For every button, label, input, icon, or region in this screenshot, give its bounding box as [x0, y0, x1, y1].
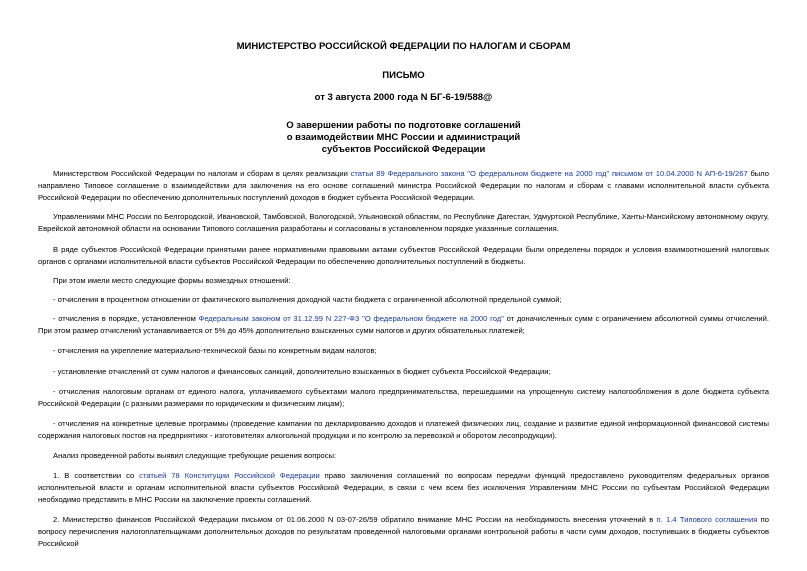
ministry-heading: МИНИСТЕРСТВО РОССИЙСКОЙ ФЕДЕРАЦИИ ПО НАЛОГАМ И СБОРАМ: [236, 41, 571, 52]
paragraph-2: [38, 211, 769, 235]
link-typical-agreement-1-4[interactable]: п. 1.4 Типового соглашения: [656, 515, 758, 524]
document-date-number: от 3 августа 2000 года N БГ-6-19/588@: [314, 92, 493, 103]
paragraph-4: [38, 275, 769, 287]
paragraph-5: [38, 294, 769, 306]
paragraph-13-text-b: по вопросу перечисления налогоплательщиками дополнительных доходов по результатам проведенной налоговыми органами контрольной работы в части сумм доходов, поступивших в бюджеты субъектов Российской: [38, 515, 769, 549]
paragraph-2-text: Управлениями МНС России по Белгородской, Ивановской, Тамбовской, Вологодской, Ульяновской областям, по Республике Дагестан, Удмуртской Республике, Ханты-Мансийскому автономному округу, Еврейской автономной области на основании Типового соглашения разработаны и согласованы в установленном порядке указанные соглашения.: [38, 212, 769, 234]
paragraph-12-text-b: право заключения соглашений по вопросам передачи функций предоставлено руководителям федеральных органов исполнительной власти и органам исполнительной власти субъектов Российской Федерации, в связи с чем всем без исключения Управлениям МНС России по субъектам Российской Федерации необходимо представить в МНС России на заключение проекты соглашений.: [38, 471, 769, 505]
title-line-2: о взаимодействии МНС России и администраций: [286, 132, 521, 143]
link-letter-ap-6-19-267[interactable]: письмом от 10.04.2000 N АП-6-19/267: [611, 169, 748, 178]
paragraph-7: [38, 345, 769, 357]
paragraph-9: [38, 386, 769, 410]
paragraph-1-text-b: было направлено Типовое соглашение о взаимодействии для заключения на его основе соглашений министра Российской Федерации по налогам и сборам с главами исполнительной власти субъекта Российской Федерации по обеспечению дополнительных поступлений доходов в бюджет субъекта Российской Федерации.: [38, 169, 769, 203]
link-article-89[interactable]: статьи 89 Федерального закона "О федеральном бюджете на 2000 год": [350, 169, 610, 178]
paragraph-6-text-a: - отчисления в порядке, установленном: [53, 314, 199, 323]
paragraph-13: [38, 514, 769, 551]
paragraph-12-text-a: 1. В соответствии со: [53, 471, 140, 480]
paragraph-12: [38, 470, 769, 507]
paragraph-11: [38, 450, 769, 462]
paragraph-4-text: При этом имели место следующие формы возмездных отношений:: [53, 276, 291, 285]
paragraph-8-text: - установление отчислений от сумм налогов и финансовых санкций, дополнительно взысканных в бюджет субъекта Российской Федерации;: [53, 367, 551, 376]
title-line-1: О завершении работы по подготовке соглашений: [286, 120, 521, 131]
document-type: ПИСЬМО: [382, 70, 425, 81]
paragraph-3-text: В ряде субъектов Российской Федерации принятыми ранее нормативными правовыми актами субъектов Российской Федерации были определены порядок и условия взаимоотношений налоговых органов с органами исполнительной власти субъектов Российской Федерации по обеспечению дополнительных поступлений в бюджеты.: [38, 245, 769, 267]
paragraph-3: [38, 244, 769, 268]
paragraph-7-text: - отчисления на укрепление материально-технической базы по конкретным видам налогов;: [53, 346, 377, 355]
paragraph-9-text: - отчисления налоговым органам от единого налога, уплачиваемого субъектами малого предпринимательства, перешедшими на упрощенную систему налогообложения в доле бюджета субъекта Российской Федерации (с разными размерами по юридическим и физическим лицам);: [38, 387, 769, 409]
paragraph-6-text-b: от доначисленных сумм с ограничением абсолютной суммы отчислений. При этом размер отчислений устанавливается от 5% до 45% дополнительно взысканных сумм налогов и других обязательных платежей;: [38, 314, 769, 336]
link-constitution-article-78[interactable]: статьей 78 Конституции Российской Федерации: [139, 471, 320, 480]
title-line-3: субъектов Российской Федерации: [321, 144, 486, 155]
link-federal-law-227-fz[interactable]: Федеральным законом от 31.12.99 N 227-ФЗ "О федеральном бюджете на 2000 год": [198, 314, 504, 323]
paragraph-11-text: Анализ проведенной работы выявил следующие требующие решения вопросы:: [53, 451, 337, 460]
paragraph-1: [38, 168, 769, 205]
paragraph-1-text-a: Министерством Российской Федерации по налогам и сборам в целях реализации: [53, 169, 351, 178]
paragraph-8: [38, 366, 769, 378]
paragraph-5-text: - отчисления в процентном отношении от фактического выполнения доходной части бюджета с ограниченной абсолютной предельной суммой;: [53, 295, 562, 304]
paragraph-13-text-a: 2. Министерство финансов Российской Федерации письмом от 01.06.2000 N 03-07-26/59 обратило внимание МНС России на необходимость внесения уточнений в: [53, 515, 657, 524]
paragraph-10-text: - отчисления на конкретные целевые программы (проведение кампании по декларированию доходов и платежей физических лиц, создание и развитие единой информационной финансовой системы содержания налоговых постов на предприятиях - изготовителях алкогольной продукции и по контролю за перевозкой и оборотом лесопродукции).: [38, 419, 769, 441]
paragraph-6: [38, 313, 769, 337]
paragraph-10: [38, 418, 769, 442]
